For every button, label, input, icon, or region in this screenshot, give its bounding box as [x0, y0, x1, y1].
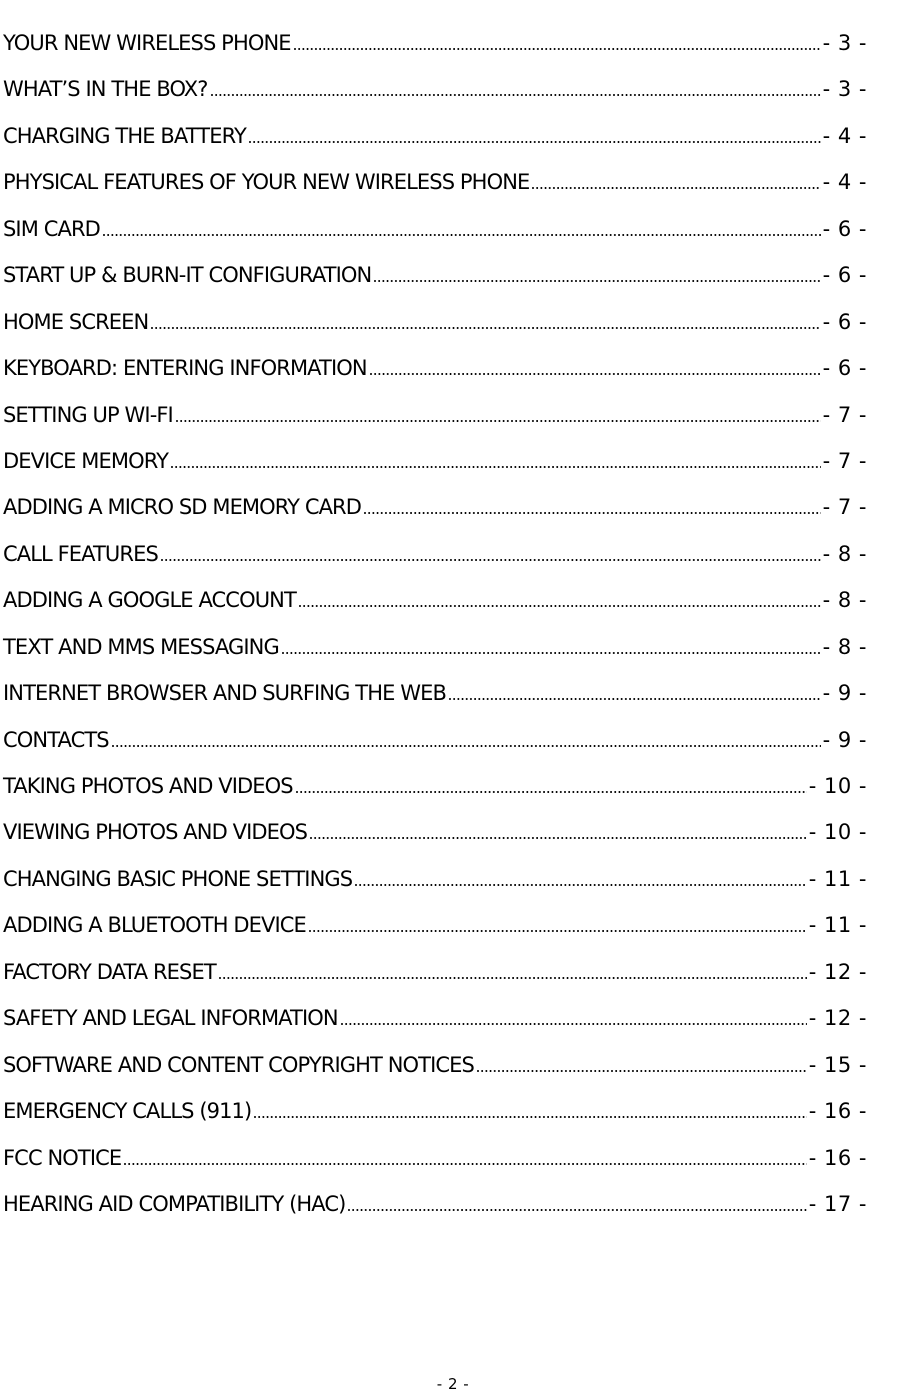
dot-leader — [532, 171, 820, 191]
toc-entry[interactable] — [3, 856, 867, 902]
toc-entry-title: SOFTWARE AND CONTENT COPYRIGHT NOTICES — [3, 1052, 474, 1077]
toc-entry-title: CHARGING THE BATTERY — [3, 123, 246, 148]
toc-entry-page: - 10 - — [808, 774, 867, 798]
toc-entry-page: - 16 - — [808, 1099, 867, 1124]
dot-leader — [103, 218, 821, 238]
toc-entry[interactable] — [3, 345, 867, 391]
toc-entry[interactable] — [3, 949, 867, 995]
toc-entry-title: INTERNET BROWSER AND SURFING THE WEB — [3, 681, 446, 706]
toc-entry[interactable] — [3, 252, 867, 298]
dot-leader — [161, 543, 821, 563]
toc-entry-page: - 4 - — [822, 170, 867, 195]
dot-leader — [477, 1054, 807, 1074]
dot-leader — [299, 589, 821, 609]
toc-entry-title: CHANGING BASIC PHONE SETTINGS — [3, 866, 353, 891]
toc-entry-page: - 7 - — [822, 448, 867, 473]
toc-entry-page: - 8 - — [822, 588, 867, 613]
toc-entry-page: - 6 - — [822, 263, 867, 288]
dot-leader — [124, 1147, 806, 1167]
toc-entry-page: - 9 - — [822, 681, 867, 706]
dot-leader — [176, 404, 821, 424]
dot-leader — [219, 961, 807, 981]
toc-entry-page: - 11 - — [808, 866, 867, 891]
toc-entry[interactable] — [3, 577, 867, 623]
page-number: - 2 - — [436, 1375, 470, 1393]
toc-entry-page: - 6 - — [822, 356, 867, 381]
toc-entry[interactable] — [3, 902, 867, 948]
toc-entry[interactable] — [3, 206, 867, 252]
toc-entry-title: PHYSICAL FEATURES OF YOUR NEW WIRELESS PHONE — [3, 170, 530, 195]
toc-entry[interactable] — [3, 392, 867, 438]
toc-entry[interactable] — [3, 531, 867, 577]
toc-entry[interactable] — [3, 484, 867, 530]
dot-leader — [249, 125, 821, 145]
toc-entry-page: - 15 - — [808, 1052, 867, 1077]
toc-entry-title: YOUR NEW WIRELESS PHONE — [3, 31, 291, 55]
toc-entry[interactable] — [3, 438, 867, 484]
toc-entry-page: - 6 - — [822, 309, 867, 334]
toc-entry-title: KEYBOARD: ENTERING INFORMATION — [3, 356, 367, 381]
toc-entry[interactable] — [3, 624, 867, 670]
dot-leader — [254, 1100, 806, 1120]
toc-entry-title: WHAT’S IN THE BOX? — [3, 77, 208, 102]
toc-entry-title: CONTACTS — [3, 727, 109, 752]
toc-entry-page: - 3 - — [822, 77, 867, 102]
toc-entry-title: HOME SCREEN — [3, 309, 149, 334]
dot-leader — [374, 264, 820, 284]
toc-entry-page: - 9 - — [822, 727, 867, 752]
toc-entry[interactable] — [3, 20, 867, 66]
dot-leader — [370, 357, 821, 377]
toc-entry-page: - 7 - — [822, 495, 867, 520]
toc-entry-page: - 11 - — [808, 913, 867, 938]
toc-entry-page: - 6 - — [822, 216, 867, 241]
toc-entry-page: - 16 - — [808, 1145, 867, 1170]
toc-entry[interactable] — [3, 809, 867, 855]
toc-entry[interactable] — [3, 66, 867, 112]
toc-entry[interactable] — [3, 717, 867, 763]
toc-entry[interactable] — [3, 1135, 867, 1181]
table-of-contents — [3, 20, 867, 1227]
toc-entry-page: - 10 - — [808, 820, 867, 845]
toc-entry[interactable] — [3, 670, 867, 716]
dot-leader — [294, 32, 821, 52]
toc-entry-page: - 8 - — [822, 634, 867, 659]
toc-entry-title: DEVICE MEMORY — [3, 448, 169, 473]
dot-leader — [355, 868, 807, 888]
toc-entry-title: SETTING UP WI-FI — [3, 402, 173, 427]
toc-entry-title: HEARING AID COMPATIBILITY (HAC) — [3, 1191, 346, 1216]
toc-entry-title: FACTORY DATA RESET — [3, 959, 216, 984]
toc-entry-title: SIM CARD — [3, 216, 100, 241]
toc-entry-page: - 3 - — [822, 31, 867, 55]
toc-entry[interactable] — [3, 763, 867, 809]
toc-entry-page: - 12 - — [808, 959, 867, 984]
toc-entry-title: ADDING A BLUETOOTH DEVICE — [3, 913, 306, 938]
toc-entry-title: TEXT AND MMS MESSAGING — [3, 634, 279, 659]
toc-entry-page: - 8 - — [822, 541, 867, 566]
toc-entry-title: SAFETY AND LEGAL INFORMATION — [3, 1006, 338, 1031]
dot-leader — [171, 450, 821, 470]
toc-entry-page: - 7 - — [822, 402, 867, 427]
toc-entry-page: - 4 - — [822, 123, 867, 148]
toc-entry-page: - 12 - — [808, 1006, 867, 1031]
dot-leader — [310, 821, 807, 841]
dot-leader — [364, 496, 821, 516]
dot-leader — [348, 1193, 806, 1213]
dot-leader — [309, 914, 807, 934]
toc-entry-title: FCC NOTICE — [3, 1145, 122, 1170]
dot-leader — [211, 78, 821, 98]
toc-entry-title: START UP & BURN-IT CONFIGURATION — [3, 263, 372, 288]
dot-leader — [341, 1007, 807, 1027]
dot-leader — [282, 636, 821, 656]
toc-entry-title: VIEWING PHOTOS AND VIDEOS — [3, 820, 308, 845]
toc-entry-title: CALL FEATURES — [3, 541, 158, 566]
toc-entry-title: TAKING PHOTOS AND VIDEOS — [3, 774, 293, 798]
toc-entry[interactable] — [3, 113, 867, 159]
toc-entry-title: EMERGENCY CALLS (911) — [3, 1099, 252, 1124]
toc-entry[interactable] — [3, 159, 867, 205]
dot-leader — [296, 775, 807, 795]
toc-entry[interactable] — [3, 1042, 867, 1088]
dot-leader — [449, 682, 821, 702]
toc-entry[interactable] — [3, 1181, 867, 1227]
toc-entry-page: - 17 - — [808, 1191, 867, 1216]
toc-entry-title: ADDING A GOOGLE ACCOUNT — [3, 588, 296, 613]
dot-leader — [151, 311, 820, 331]
toc-entry[interactable] — [3, 995, 867, 1041]
toc-entry[interactable] — [3, 299, 867, 345]
dot-leader — [112, 729, 821, 749]
toc-entry-title: ADDING A MICRO SD MEMORY CARD — [3, 495, 362, 520]
toc-entry[interactable] — [3, 1088, 867, 1134]
